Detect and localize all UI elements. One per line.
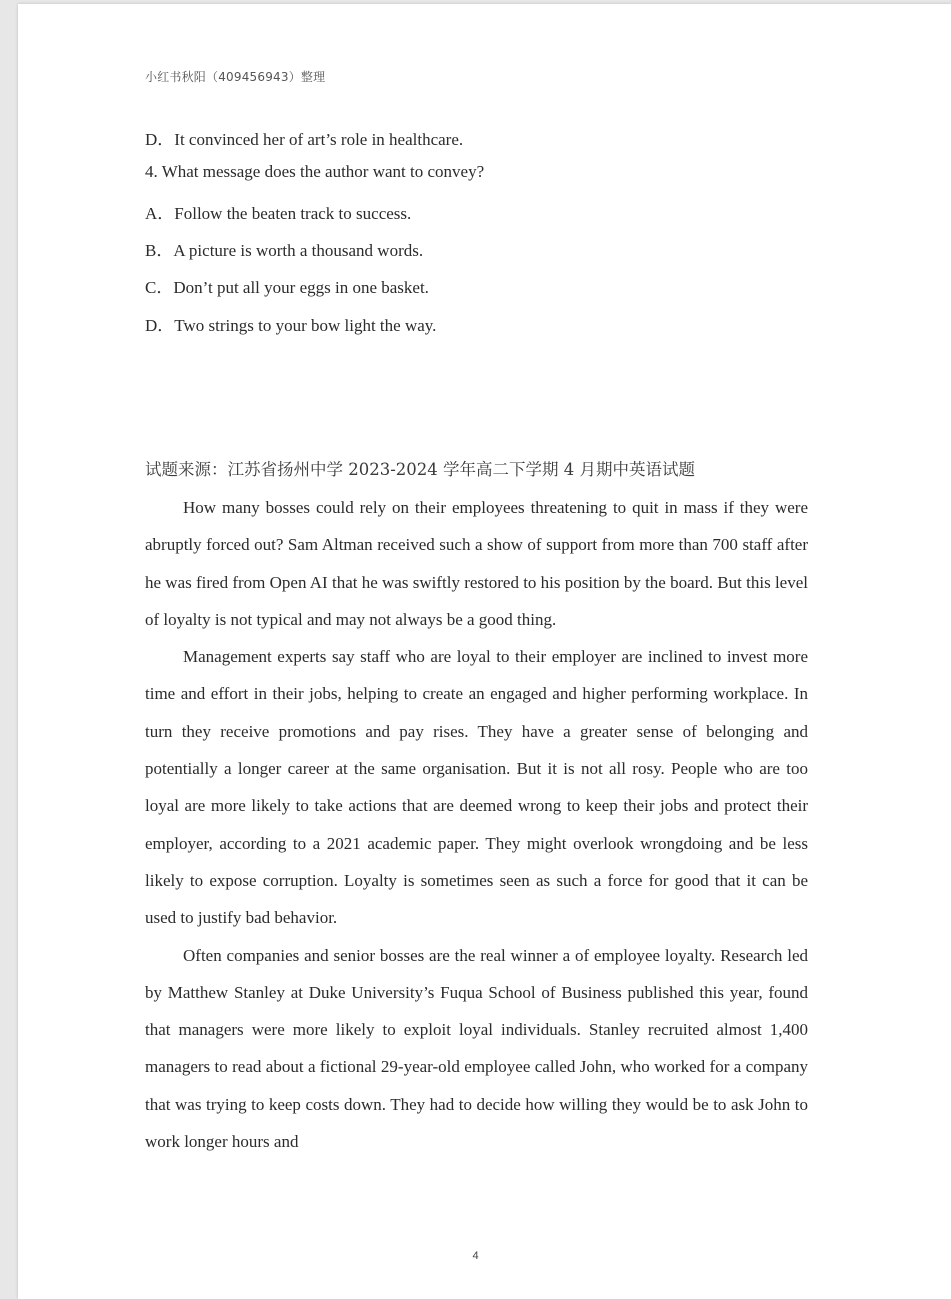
q3-option-d: D．It convinced her of art’s role in healthcare. [145,130,464,149]
passage-paragraph-2: Management experts say staff who are loyal to their employer are inclined to invest more time and effort in their jobs, helping to create an engaged and higher performing workplace. In turn they receive promotions and pay rises. They have a greater sense of belonging and potentially a longer career at the same organisation. But it is not all rosy. People who are too loyal are more likely to take actions that are deemed wrong to keep their jobs and protect their employer, according to a 2021 academic paper. They might overlook wrongdoing and be less likely to expose corruption. Loyalty is sometimes seen as such a force for good that it can be used to justify bad behavior. [145,647,808,928]
source-line: 试题来源：江苏省扬州中学 2023-2024 学年高二下学期 4 月期中英语试题 [145,460,696,479]
q4-prompt: 4. What message does the author want to convey? [145,162,485,181]
q4-option-b: B．A picture is worth a thousand words. [145,241,424,260]
q4-option-c: C．Don’t put all your eggs in one basket. [145,278,429,297]
passage-paragraph-3: Often companies and senior bosses are the real winner a of employee loyalty. Research led by Matthew Stanley at Duke University’s Fuqua School of Business published this year, found that managers were more likely to exploit loyal individuals. Stanley recruited almost 1,400 managers to read about a fictional 29-year-old employee called John, who worked for a company that was trying to keep costs down. They had to decide how willing they would be to ask John to work longer hours and [145,945,808,1152]
passage [145,489,808,1160]
page-number: 4 [472,1250,479,1262]
header-note: 小红书秋阳（409456943）整理 [145,70,326,84]
q4-option-a: A．Follow the beaten track to success. [145,204,412,223]
q4-option-d: D．Two strings to your bow light the way. [145,316,437,335]
passage-paragraph-1: How many bosses could rely on their employees threatening to quit in mass if they were abruptly forced out? Sam Altman received such a show of support from more than 700 staff after he was fired from Open AI that he was swiftly restored to his position by the board. But this level of loyalty is not typical and may not always be a good thing. [145,498,808,629]
